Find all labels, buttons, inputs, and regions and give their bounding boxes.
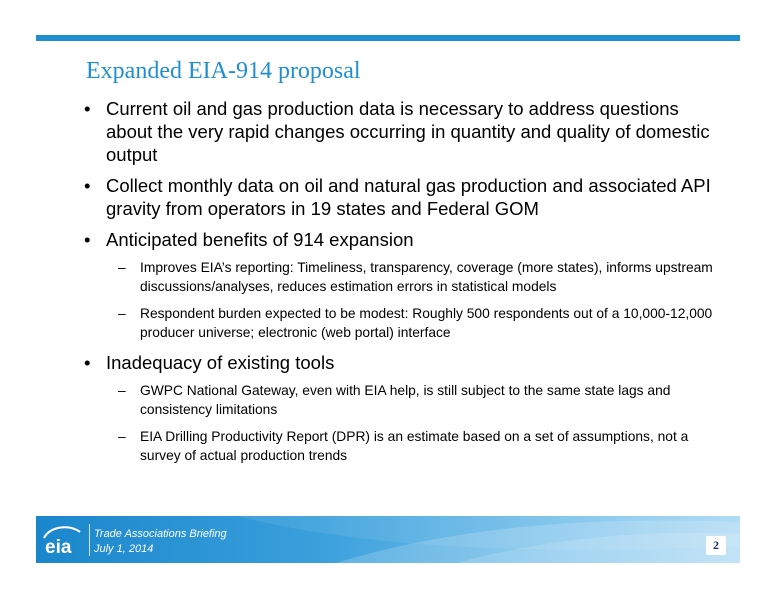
slide-content [84, 97, 724, 474]
sub-bullet-text: Respondent burden expected to be modest: Roughly 500 respondents out of a 10,000-12,000 producer universe; electronic (web portal) interface [140, 306, 713, 340]
sub-bullet-item [84, 259, 724, 296]
sub-bullet-text: GWPC National Gateway, even with EIA help, is still subject to the same state lags and consistency limitations [140, 383, 671, 417]
footer-banner [36, 516, 740, 563]
bullet-marker: • [84, 352, 91, 373]
sub-bullet-marker: – [118, 260, 126, 275]
footer-date: July 1, 2014 [94, 543, 154, 555]
sub-bullet-text: EIA Drilling Productivity Report (DPR) is an estimate based on a set of assumptions, not a survey of actual production trends [140, 429, 689, 463]
sub-bullet-item [84, 305, 724, 342]
bullet-text: Current oil and gas production data is necessary to address questions about the very rapid changes occurring in quantity and quality of domestic output [106, 98, 710, 165]
sub-bullet-marker: – [118, 429, 126, 444]
bullet-item [84, 97, 724, 166]
sub-bullet-list [84, 259, 724, 342]
sub-bullet-marker: – [118, 383, 126, 398]
bullet-marker: • [84, 229, 91, 250]
sub-bullet-marker: – [118, 306, 126, 321]
bullet-text: Inadequacy of existing tools [106, 352, 335, 373]
footer-caption [94, 527, 227, 557]
slide-title: Expanded EIA-914 proposal [86, 58, 361, 84]
sub-bullet-list [84, 382, 724, 465]
bullet-text: Collect monthly data on oil and natural gas production and associated API gravity from operators in 19 states and Federal GOM [106, 175, 711, 219]
bullet-item [84, 351, 724, 374]
sub-bullet-text: Improves EIA’s reporting: Timeliness, transparency, coverage (more states), informs upstream discussions/analyses, reduces estimation errors in statistical models [140, 260, 713, 294]
logo-text: eia [45, 537, 72, 558]
footer-event: Trade Associations Briefing [94, 528, 227, 540]
eia-logo-icon [40, 522, 84, 558]
footer-divider [89, 524, 90, 556]
bullet-marker: • [84, 98, 91, 119]
bullet-item [84, 228, 724, 251]
bullet-item [84, 174, 724, 220]
top-accent-bar [36, 35, 740, 41]
bullet-marker: • [84, 175, 91, 196]
bullet-text: Anticipated benefits of 914 expansion [106, 229, 414, 250]
sub-bullet-item [84, 428, 724, 465]
page-number: 2 [706, 536, 726, 555]
sub-bullet-item [84, 382, 724, 419]
